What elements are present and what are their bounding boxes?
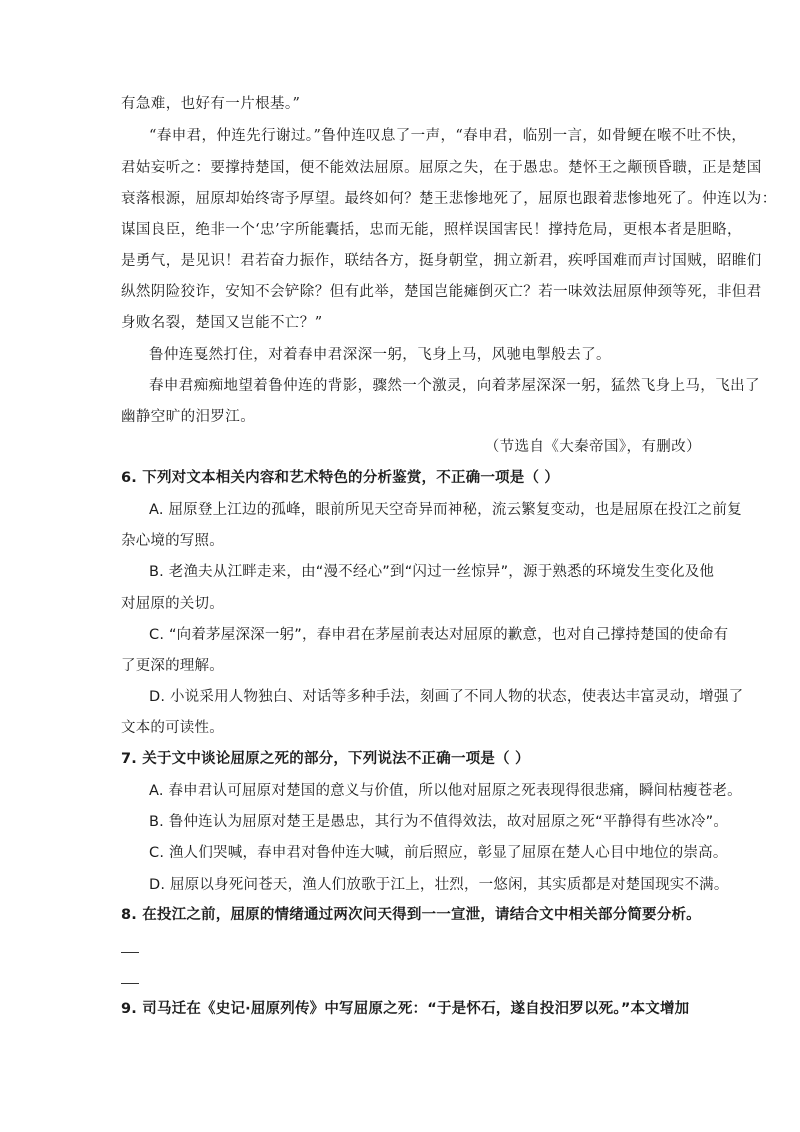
question-6-option-a: A. 屈原登上江边的孤峰，眼前所见天空奇异而神秘，流云繁复变动，也是屈原在投江之前复 bbox=[149, 502, 742, 518]
question-6-option-c-cont: 了更深的理解。 bbox=[121, 658, 224, 674]
passage-line: “春申君，仲连先行谢过。”鲁仲连叹息了一声，“春申君，临别一言，如骨鲠在喉不吐不快， bbox=[149, 128, 747, 144]
answer-line bbox=[121, 983, 139, 984]
question-7-option-d: D. 屈原以身死问苍天，渔人们放歌于江上，壮烈，一悠闲，其实质都是对楚国现实不满。 bbox=[149, 877, 729, 893]
answer-line bbox=[121, 952, 139, 953]
question-7-option-c: C. 渔人们哭喊，春申君对鲁仲连大喊，前后照应，彰显了屈原在楚人心目中地位的崇高。 bbox=[149, 845, 728, 861]
passage-line: 身败名裂，楚国又岂能不亡？” bbox=[121, 315, 323, 331]
passage-line: 纵然阴险狡诈，安知不会铲除？但有此举，楚国岂能瘫倒灭亡？若一味效法屈原伸颈等死，非但君 bbox=[121, 284, 762, 300]
passage-line: 幽静空旷的汨罗江。 bbox=[121, 409, 256, 425]
question-7-stem: 7. 关于文中谈论屈原之死的部分，下列说法不正确一项是（ ） bbox=[121, 751, 530, 767]
question-7-option-b: B. 鲁仲连认为屈原对楚王是愚忠，其行为不值得效法，故对屈原之死“平静得有些冰冷”。 bbox=[149, 814, 729, 830]
passage-line: 有急难，也好有一片根基。” bbox=[121, 96, 301, 112]
passage-line: 谋国良臣，绝非一个‘忠’字所能囊括，忠而无能，照样误国害民！撑持危局，更根本者是胆略， bbox=[121, 222, 742, 238]
question-7-option-a: A. 春申君认可屈原对楚国的意义与价值，所以他对屈原之死表现得很悲痛，瞬间枯瘦苍老。 bbox=[149, 783, 742, 799]
question-6-option-b: B. 老渔夫从江畔走来，由“漫不经心”到“闪过一丝惊异”，源于熟悉的环境发生变化及他 bbox=[149, 564, 715, 580]
question-6-option-d: D. 小说采用人物独白、对话等多种手法，刻画了不同人物的状态，使表达丰富灵动，增强了 bbox=[149, 689, 744, 705]
question-6-option-c: C. “向着茅屋深深一躬”，春申君在茅屋前表达对屈原的歉意，也对自己撑持楚国的使命有 bbox=[149, 627, 729, 643]
question-6-stem: 6. 下列对文本相关内容和艺术特色的分析鉴赏，不正确一项是（ ） bbox=[121, 470, 560, 486]
passage-line: 君姑妄听之：要撑持楚国，便不能效法屈原。屈原之失，在于愚忠。楚怀王之颟顸昏聩，正是楚国 bbox=[121, 160, 762, 176]
question-6-option-d-cont: 文本的可读性。 bbox=[121, 720, 224, 736]
question-6-option-b-cont: 对屈原的关切。 bbox=[121, 596, 224, 612]
source-note: （节选自《大秦帝国》，有删改） bbox=[484, 439, 701, 455]
question-6-option-a-cont: 杂心境的写照。 bbox=[121, 533, 224, 549]
question-9-stem: 9. 司马迁在《史记·屈原列传》中写屈原之死：“于是怀石，遂自投汨罗以死。”本文增加 bbox=[121, 1001, 690, 1017]
passage-line: 鲁仲连戛然打住，对着春申君深深一躬，飞身上马，风驰电掣般去了。 bbox=[149, 347, 611, 363]
passage-line: 春申君痴痴地望着鲁仲连的背影，骤然一个激灵，向着茅屋深深一躬，猛然飞身上马，飞出了 bbox=[149, 378, 760, 394]
question-8-stem: 8. 在投江之前，屈原的情绪通过两次问天得到一一宣泄，请结合文中相关部分简要分析。 bbox=[121, 907, 701, 923]
passage-line: 衰落根源，屈原却始终寄予厚望。最终如何？楚王悲惨地死了，屈原也跟着悲惨地死了。仲连以为： bbox=[121, 191, 777, 207]
passage-line: 是勇气，是见识！君若奋力振作，联结各方，挺身朝堂，拥立新君，疾呼国难而声讨国贼，昭睢们 bbox=[121, 253, 762, 269]
